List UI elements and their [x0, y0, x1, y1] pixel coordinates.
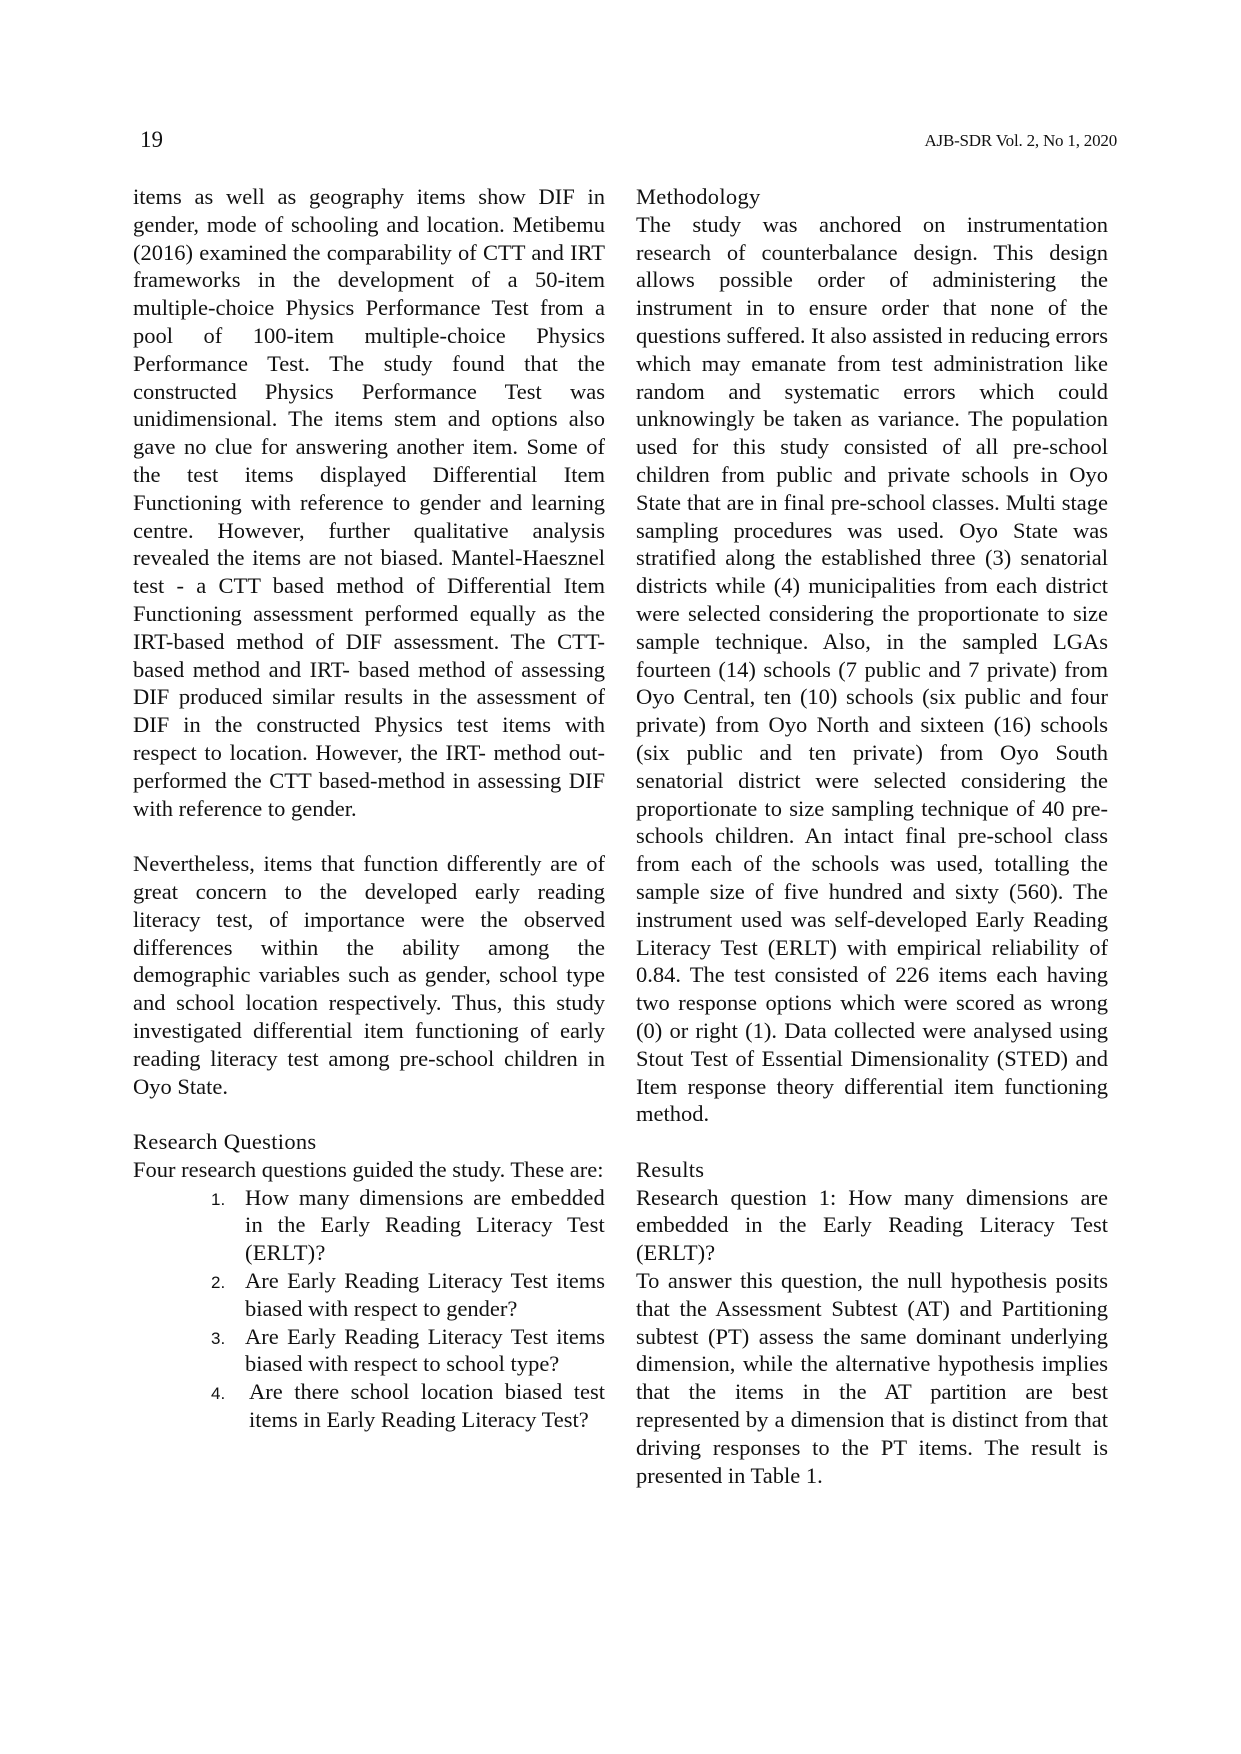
- research-questions-intro: Four research questions guided the study. These are:: [133, 1156, 604, 1182]
- left-column: [133, 183, 605, 1434]
- research-question-item: [133, 1267, 605, 1323]
- research-question-item: [133, 1323, 605, 1379]
- research-question-item: [133, 1184, 605, 1267]
- list-number: 1.: [211, 1189, 226, 1209]
- research-question-text: Are Early Reading Literacy Test items biased with respect to school type?: [245, 1323, 605, 1377]
- research-questions-list: [133, 1184, 605, 1434]
- literature-paragraph: items as well as geography items show DIF in gender, mode of schooling and location. Metibemu (2016) examined the comparability of CTT and IRT frameworks in the development of a 50-item multiple-choice Physics Performance Test from a pool of 100-item multiple-choice Physics Performance Test. The study found that the constructed Physics Performance Test was unidimensional. The items stem and options also gave no clue for answering another item. Some of the test items displayed Differential Item Functioning with reference to gender and learning centre. However, further qualitative analysis revealed the items are not biased. Mantel-Haesznel test - a CTT based method of Differential Item Functioning assessment performed equally as the IRT-based method of DIF assessment. The CTT- based method and IRT- based method of assessing DIF produced similar results in the assessment of DIF in the constructed Physics test items with respect to location. However, the IRT- method out-performed the CTT based-method in assessing DIF with reference to gender.: [133, 184, 605, 821]
- list-number: 2.: [211, 1273, 226, 1293]
- research-question-text: Are Early Reading Literacy Test items biased with respect to gender?: [245, 1268, 605, 1321]
- list-number: 4.: [211, 1384, 226, 1404]
- research-question-text: How many dimensions are embedded in the Early Reading Literacy Test (ERLT)?: [245, 1184, 605, 1266]
- results-body: To answer this question, the null hypothesis posits that the Assessment Subtest (AT) and Partitioning subtest (PT) assess the same dominant underlying dimension, while the alternative hypothesis implies that the items in the AT partition are best represented by a dimension that is distinct from that driving responses to the PT items. The result is presented in Table 1.: [636, 1268, 1108, 1488]
- running-head: AJB-SDR Vol. 2, No 1, 2020: [924, 131, 1117, 150]
- results-heading: Results: [636, 1156, 705, 1182]
- research-question-text: Are there school location biased test items in Early Reading Literacy Test?: [249, 1379, 605, 1433]
- methodology-section: [636, 183, 1108, 1128]
- page-number: 19: [140, 127, 163, 152]
- results-research-question: Research question 1: How many dimensions are embedded in the Early Reading Literacy Test (ERLT)?: [636, 1184, 1108, 1266]
- methodology-body: The study was anchored on instrumentation research of counterbalance design. This design allows possible order of administering the instrument in to ensure order that none of the questions suffered. It also assisted in reducing errors which may emanate from test administration like random and systematic errors which could unknowingly be taken as variance. The population used for this study consisted of all pre-school children from public and private schools in Oyo State that are in final pre-school classes. Multi stage sampling procedures was used. Oyo State was stratified along the established three (3) senatorial districts while (4) municipalities from each district were selected considering the proportionate to size sample technique. Also, in the sampled LGAs fourteen (14) schools (7 public and 7 private) from Oyo Central, ten (10) schools (six public and four private) from Oyo North and sixteen (16) schools (six public and ten private) from Oyo South senatorial district were selected considering the proportionate to size sampling technique of 40 pre-schools children. An intact final pre-school class from each of the schools was used, totalling the sample size of five hundred and sixty (560). The instrument used was self-developed Early Reading Literacy Test (ERLT) with empirical reliability of 0.84. The test consisted of 226 items each having two response options which were scored as wrong (0) or right (1). Data collected were analysed using Stout Test of Essential Dimensionality (STED) and Item response theory differential item functioning method.: [636, 211, 1108, 1127]
- right-column: [636, 183, 1108, 1489]
- list-number: 3.: [211, 1328, 226, 1348]
- results-section: [636, 1156, 1108, 1490]
- methodology-heading: Methodology: [636, 184, 761, 209]
- research-question-item: [133, 1378, 605, 1434]
- study-purpose-paragraph: Nevertheless, items that function differently are of great concern to the developed early reading literacy test, of importance were the observed differences within the ability among the demographic variables such as gender, school type and school location respectively. Thus, this study investigated differential item functioning of early reading literacy test among pre-school children in Oyo State.: [133, 851, 605, 1099]
- research-questions-heading: Research Questions: [133, 1129, 317, 1155]
- research-questions-section: [133, 1128, 605, 1434]
